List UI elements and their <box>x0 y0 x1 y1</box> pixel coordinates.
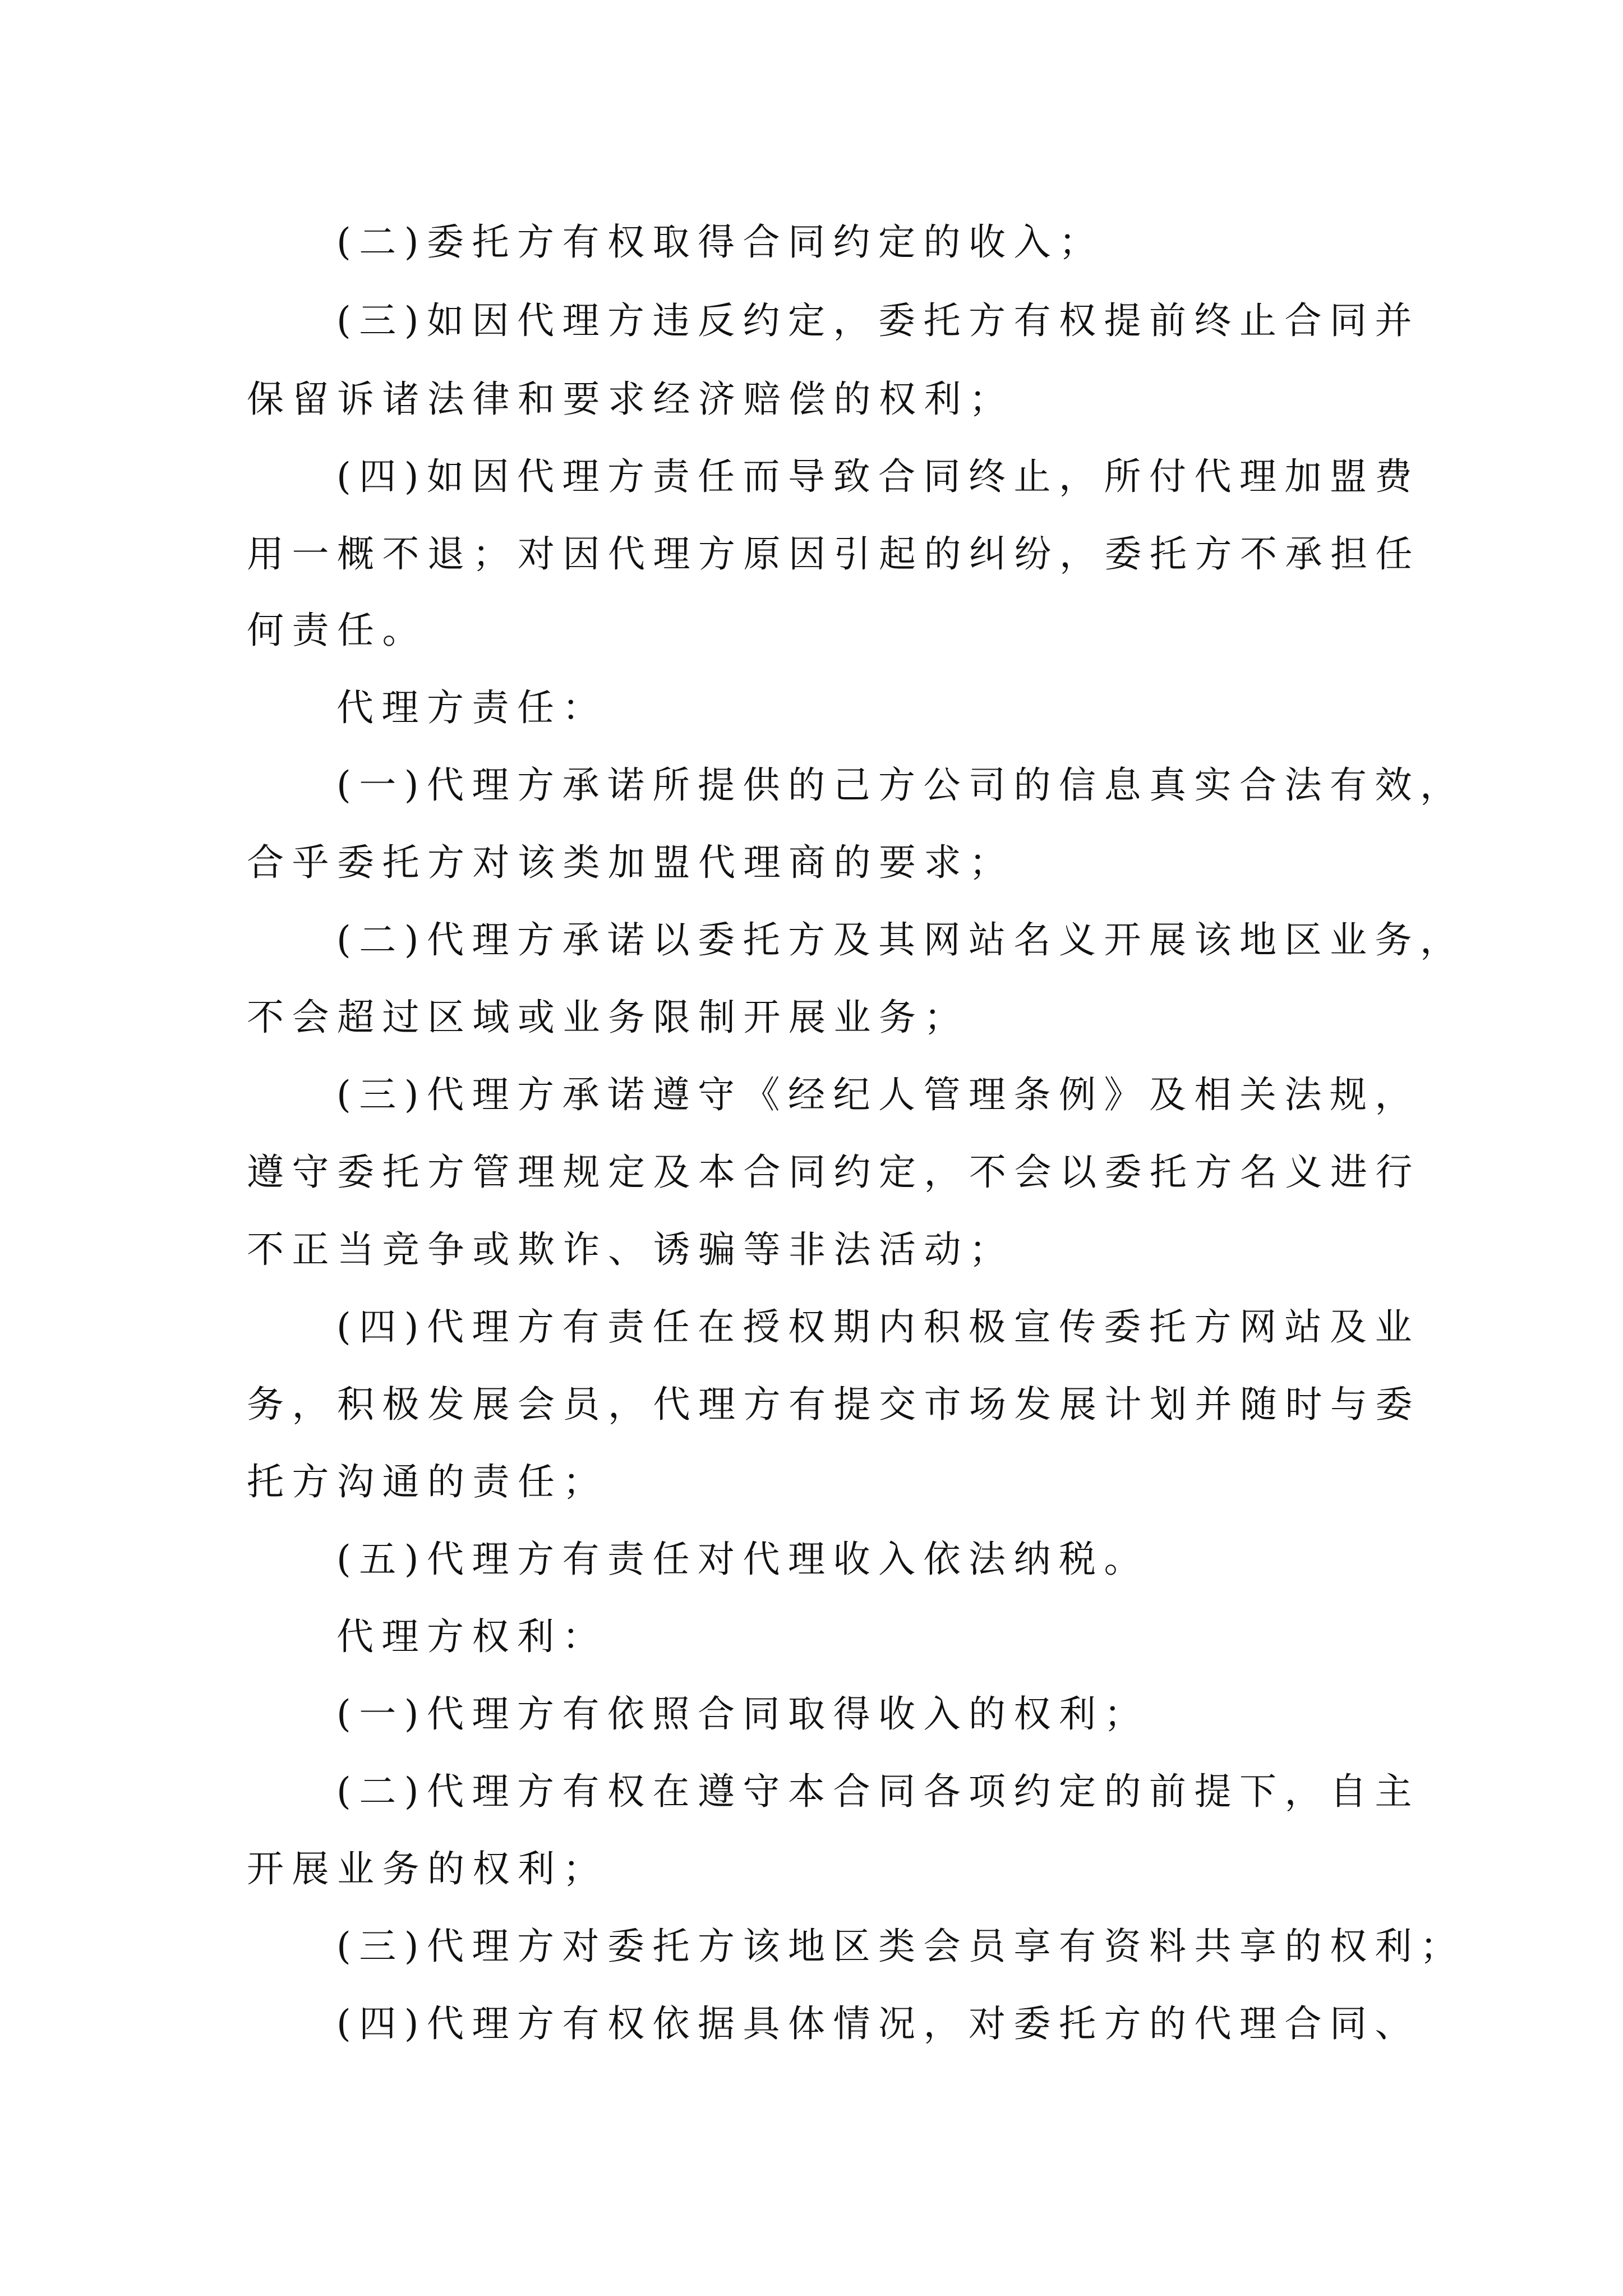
text-line: 用一概不退；对因代理方原因引起的纠纷，委托方不承担任 <box>247 532 1421 576</box>
section-heading: 代理方责任： <box>336 686 607 729</box>
section-heading: 代理方权利： <box>336 1615 607 1658</box>
text-line: 不正当竞争或欺诈、诱骗等非法活动； <box>247 1228 1015 1271</box>
text-line: 开展业务的权利； <box>247 1847 608 1890</box>
text-line: (二)代理方有权在遵守本合同各项约定的前提下，自主 <box>336 1770 1420 1813</box>
text-line: (四)代理方有责任在授权期内积极宣传委托方网站及业 <box>336 1305 1420 1349</box>
text-line: (二)委托方有权取得合同约定的收入； <box>336 220 1104 264</box>
text-line: (一)代理方有依照合同取得收入的权利； <box>336 1692 1149 1736</box>
text-line: (二)代理方承诺以委托方及其网站名义开展该地区业务， <box>336 918 1465 961</box>
text-line: (四)代理方有权依据具体情况，对委托方的代理合同、 <box>336 2002 1420 2045</box>
text-line: 保留诉诸法律和要求经济赔偿的权利； <box>247 378 1015 421</box>
text-line: (三)代理方承诺遵守《经纪人管理条例》及相关法规， <box>336 1073 1420 1116</box>
text-line: 务，积极发展会员，代理方有提交市场发展计划并随时与委 <box>247 1383 1421 1426</box>
text-line: 遵守委托方管理规定及本合同约定，不会以委托方名义进行 <box>247 1151 1421 1194</box>
text-line: (五)代理方有责任对代理收入依法纳税。 <box>336 1538 1149 1581</box>
text-line: 何责任。 <box>247 609 427 652</box>
text-line: (四)如因代理方责任而导致合同终止，所付代理加盟费 <box>336 455 1420 498</box>
text-line: 不会超过区域或业务限制开展业务； <box>247 996 969 1039</box>
text-line: (三)如因代理方违反约定，委托方有权提前终止合同并 <box>336 299 1420 342</box>
text-line: 托方沟通的责任； <box>247 1460 608 1503</box>
text-line: (一)代理方承诺所提供的己方公司的信息真实合法有效， <box>336 763 1465 807</box>
text-line: (三)代理方对委托方该地区类会员享有资料共享的权利； <box>336 1925 1465 1968</box>
text-line: 合乎委托方对该类加盟代理商的要求； <box>247 841 1015 884</box>
